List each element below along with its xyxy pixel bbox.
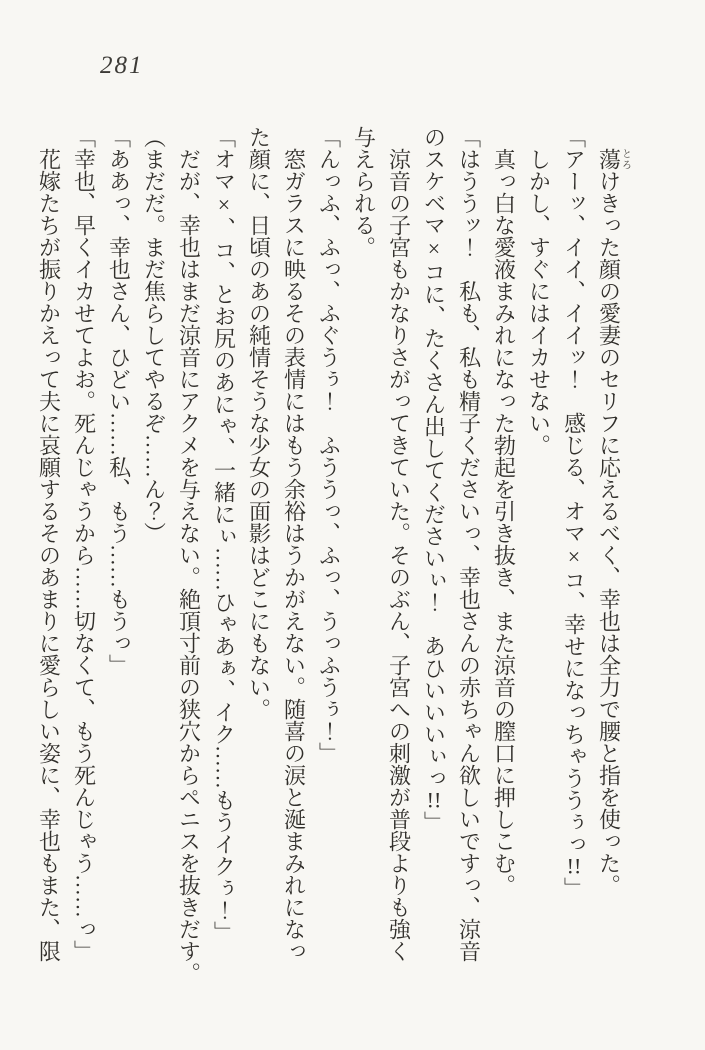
tate-chu-yoko-exclamation: !! xyxy=(566,855,582,877)
furigana: 蕩とろ xyxy=(596,148,631,170)
text-line: 与えられる。 xyxy=(351,126,377,258)
text-line: 「アーッ、イイ、イイッ！ 感じる、オマ×コ、幸せになっちゃううぅっ!!」 xyxy=(561,126,587,899)
text-line: 涼音の子宮もかなりさがってきていた。そのぶん、子宮への刺激が普段よりも強く xyxy=(386,126,412,962)
text-line: 窓ガラスに映るその表情にはもう余裕はうかがえない。随喜の涙と涎まみれになっ xyxy=(281,126,307,962)
page-number: 281 xyxy=(100,52,144,79)
text-line: 「オマ×、コ、とお尻のあにゃ、一緒にぃ……ひゃあぁ、イク……もうイクぅ！」 xyxy=(211,126,237,943)
text-line: だが、幸也はまだ涼音にアクメを与えない。絶頂寸前の狭穴からペニスを抜きだす。 xyxy=(176,126,202,984)
text-line: 蕩とろけきった顔の愛妻のセリフに応えるべく、幸也は全力で腰と指を使った。 xyxy=(596,148,631,896)
text-line: のスケベマ×コに、たくさん出してくださいぃ！ あひいいいぃっ!!」 xyxy=(421,126,447,833)
text-line: 「ああっ、幸也さん、ひどい……私、もう……もうっ」 xyxy=(106,126,132,676)
text-line: 花嫁たちが振りかえって夫に哀願するそのあまりに愛らしい姿に、幸也もまた、限 xyxy=(36,126,62,962)
text-line: 「幸也、早くイカせてよお。死んじゃうから……切なくて、もう死んじゃう……っ」 xyxy=(71,126,97,962)
text-line: 「んっふ、ふっ、ふぐうぅ！ ふううっ、ふっ、うっふうぅ！」 xyxy=(316,126,342,764)
page-text xyxy=(32,126,631,992)
text-line: （まだだ。まだ焦らしてやるぞ……ん？） xyxy=(141,126,167,544)
text-line: 真っ白な愛液まみれになった勃起を引き抜き、また涼音の膣口に押しこむ。 xyxy=(491,126,517,896)
text-line: 「はううッ！ 私も、私も精子くださいっ、幸也さんの赤ちゃん欲しいですっ、涼音 xyxy=(456,126,482,962)
text-line: しかし、すぐにはイカせない。 xyxy=(526,126,552,456)
tate-chu-yoko-exclamation: !! xyxy=(426,789,442,811)
text-line: た顔に、日頃のあの純情そうな少女の面影はどこにもない。 xyxy=(246,126,272,720)
